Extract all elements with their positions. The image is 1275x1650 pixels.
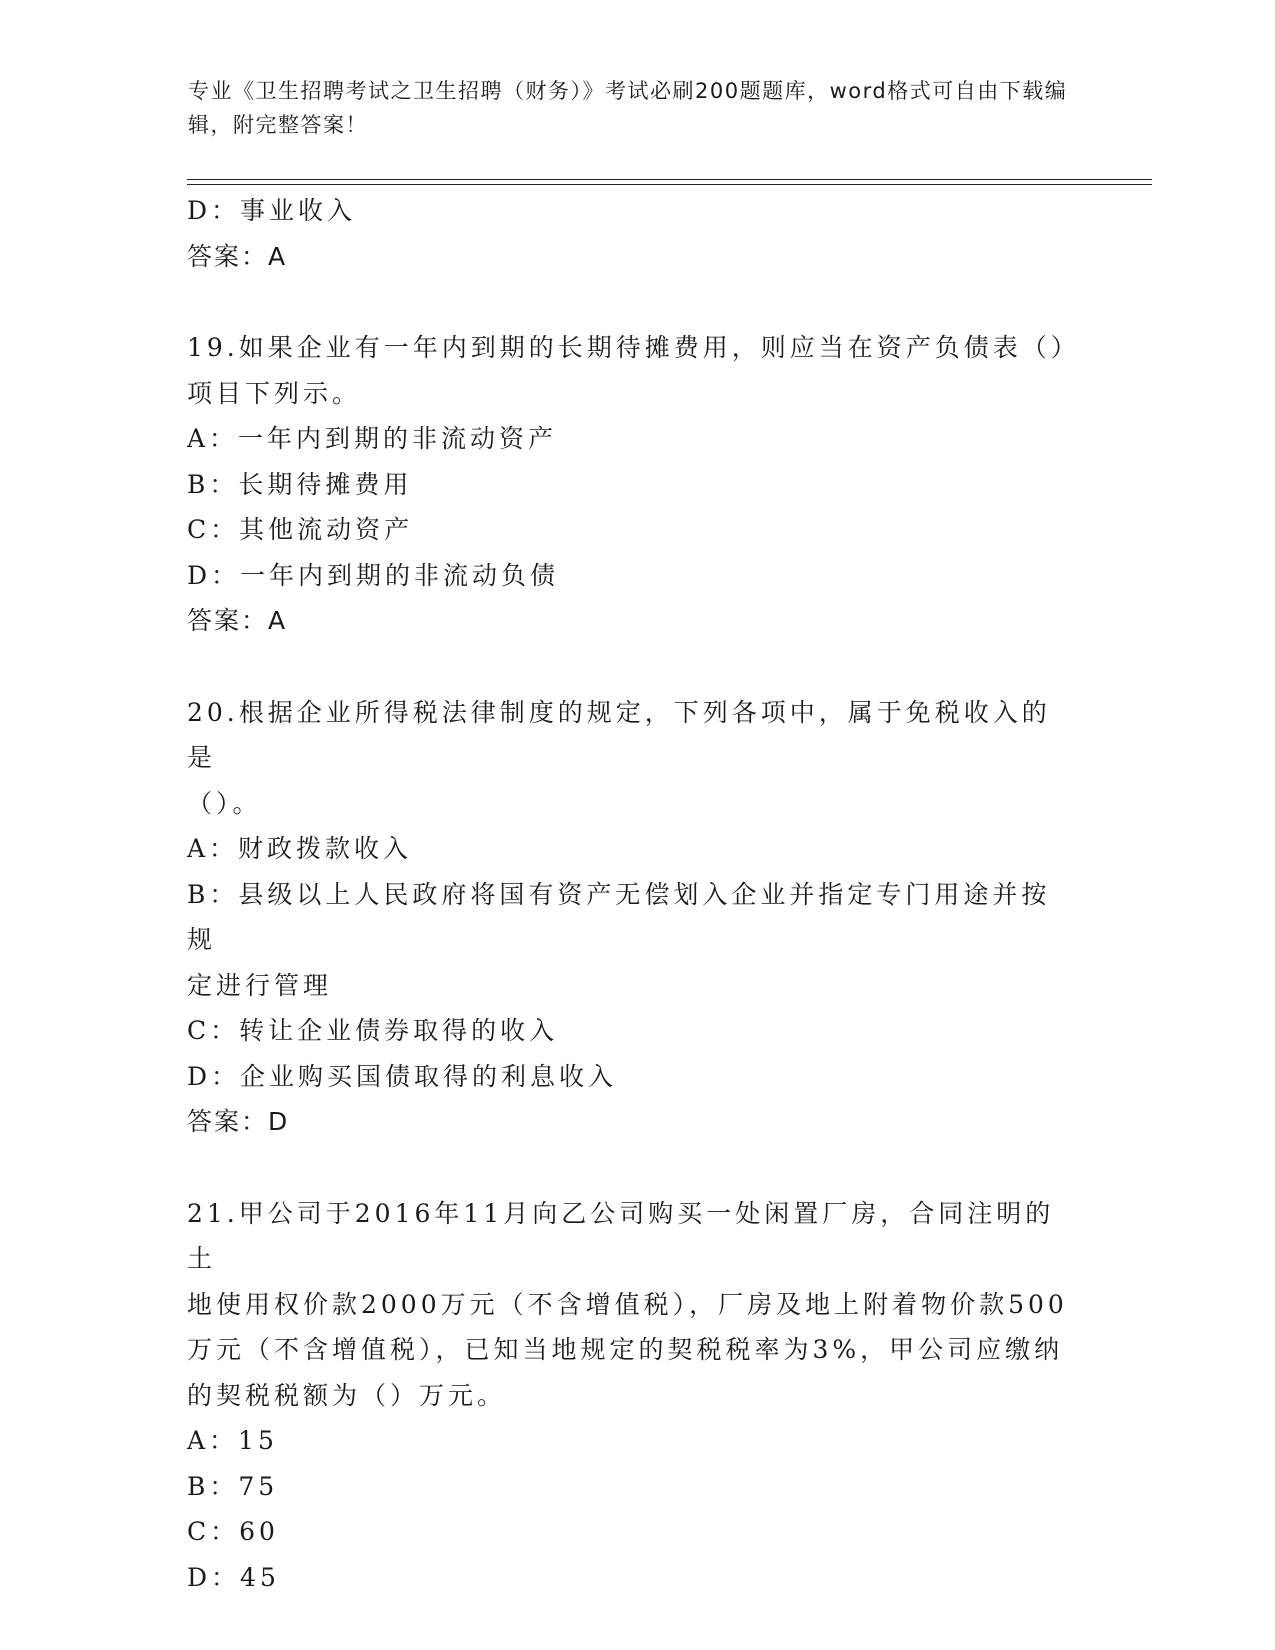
option-c: C：转让企业债券取得的收入 [187,1016,559,1045]
question-stem-line: 项目下列示。 [187,378,362,408]
question-stem-line: 万元（不含增值税），已知当地规定的契税税率为3%，甲公司应缴纳 [187,1335,1064,1364]
option-c: C：60 [187,1517,279,1546]
question-stem-line: 19.如果企业有一年内到期的长期待摊费用，则应当在资产负债表（） [187,333,1080,362]
question-21 [187,1191,1077,1601]
header-divider-secondary [187,184,1152,185]
question-stem-line: 20.根据企业所得税法律制度的规定，下列各项中，属于免税收入的是 [187,697,1051,772]
prev-answer: 答案：A [187,241,288,271]
page-header: 专业《卫生招聘考试之卫生招聘（财务）》考试必刷200题题库，word格式可自由下载编辑，附完整答案！ [188,79,1068,137]
prev-option-d: D：事业收入 [187,196,357,225]
question-19 [187,325,1080,644]
option-d: D：一年内到期的非流动负债 [187,560,560,590]
question-stem-line: （）。 [187,788,262,818]
option-b-continued: 定进行管理 [187,970,333,1000]
option-b: B：县级以上人民政府将国有资产无偿划入企业并指定专门用途并按规 [187,879,1051,954]
answer: 答案：A [187,606,288,635]
option-d: D：企业购买国债取得的利息收入 [187,1061,618,1091]
question-20 [187,690,1077,1145]
question-stem-line: 21.甲公司于2016年11月向乙公司购买一处闲置厂房，合同注明的土 [187,1198,1055,1273]
option-a: A：15 [187,1426,278,1455]
option-b: B：长期待摊费用 [187,469,413,499]
question-stem-line: 的契税税额为（）万元。 [187,1380,507,1410]
option-b: B：75 [187,1471,279,1501]
header-divider [187,179,1152,180]
question-stem-line: 地使用权价款2000万元（不含增值税），厂房及地上附着物价款500 [187,1289,1068,1319]
option-d: D：45 [187,1562,280,1592]
option-c: C：其他流动资产 [187,515,414,544]
option-a: A：一年内到期的非流动资产 [187,424,558,453]
option-a: A：财政拨款收入 [187,834,413,863]
document-body [187,188,1080,1600]
answer: 答案：D [187,1107,290,1136]
